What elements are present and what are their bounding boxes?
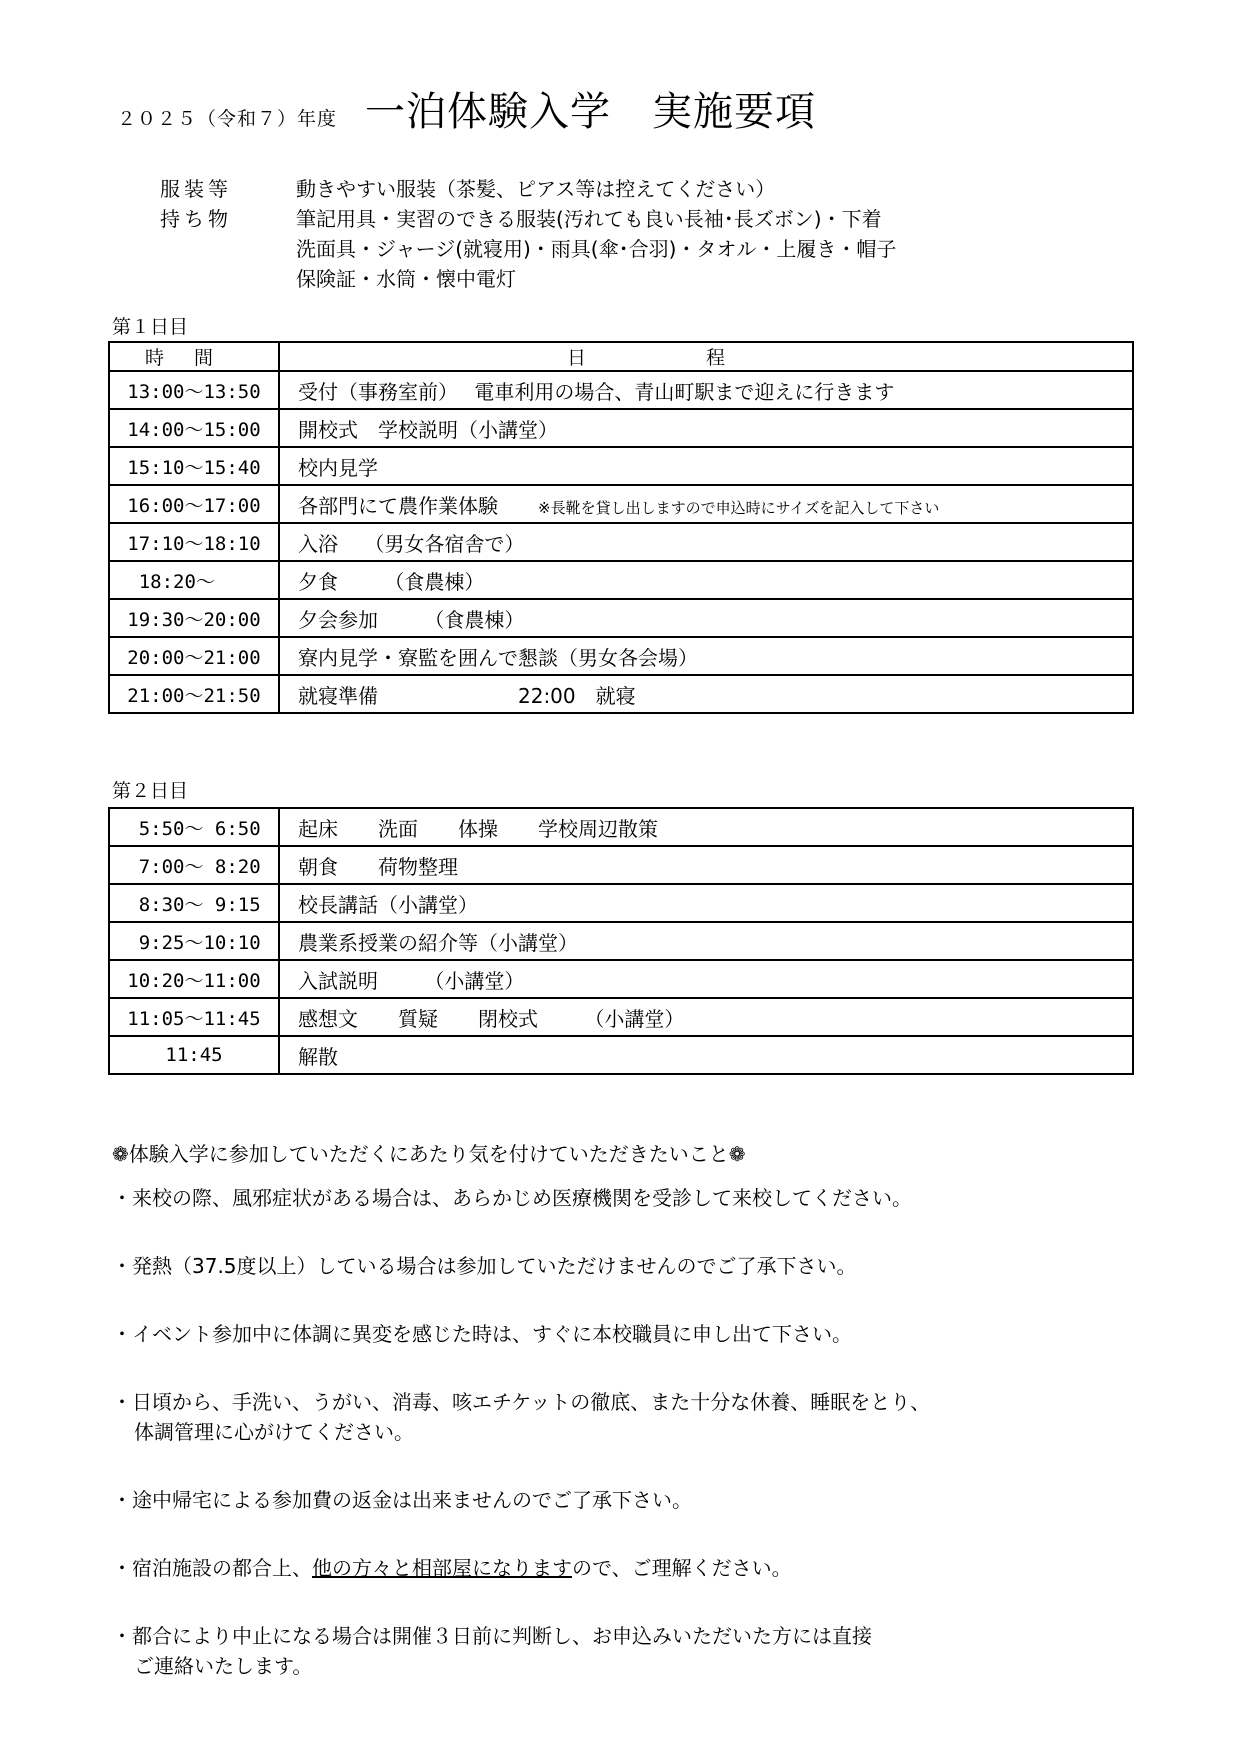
row-desc: 解散 — [279, 1036, 1133, 1074]
note-text: 体調管理に心がけてください。 — [134, 1420, 414, 1444]
day1-schedule-table — [108, 341, 1134, 714]
row-time: 18:20～ — [109, 561, 279, 599]
clothing-row — [160, 174, 896, 204]
boots-note: ※長靴を貸し出しますので申込時にサイズを記入して下さい — [538, 498, 940, 517]
row-time: 11:45 — [109, 1036, 279, 1074]
row-time: 5:50～ 6:50 — [109, 808, 279, 846]
note-item — [112, 1621, 1122, 1681]
row-time: 8:30～ 9:15 — [109, 884, 279, 922]
row-time: 14:00～15:00 — [109, 409, 279, 447]
row-desc: 感想文 質疑 閉校式 （小講堂） — [279, 998, 1133, 1036]
row-time: 11:05～11:45 — [109, 998, 279, 1036]
table-row — [109, 409, 1133, 447]
table-header-row — [109, 342, 1133, 371]
table-row — [109, 884, 1133, 922]
row-desc: 就寝準備 22:00 就寝 — [279, 675, 1133, 713]
note-text: ・日頃から、手洗い、うがい、消毒、咳エチケットの徹底、また十分な休養、睡眠をとり、 — [112, 1390, 931, 1414]
row-time: 7:00～ 8:20 — [109, 846, 279, 884]
row-desc: 校内見学 — [279, 447, 1133, 485]
row-time: 15:10～15:40 — [109, 447, 279, 485]
table-row — [109, 960, 1133, 998]
header-time: 時間 — [109, 342, 279, 371]
note-item — [112, 1183, 1122, 1213]
note-text: ・都合により中止になる場合は開催３日前に判断し、お申込みいただいた方には直接 — [112, 1624, 872, 1648]
table-row — [109, 637, 1133, 675]
table-row — [109, 808, 1133, 846]
clothing-label: 服装等 — [160, 177, 232, 201]
note-text: ・来校の際、風邪症状がある場合は、あらかじめ医療機関を受診して来校してください。 — [112, 1186, 912, 1210]
title-main: 一泊体験入学 実施要項 — [365, 89, 817, 135]
note-item — [112, 1251, 1122, 1281]
row-time: 17:10～18:10 — [109, 523, 279, 561]
row-time: 19:30～20:00 — [109, 599, 279, 637]
note-text: ・途中帰宅による参加費の返金は出来ませんのでご了承下さい。 — [112, 1488, 692, 1512]
row-time: 10:20～11:00 — [109, 960, 279, 998]
notes-section — [112, 1138, 1122, 1719]
items-line: 筆記用具・実習のできる服装(汚れても良い長袖･長ズボン)・下着 — [296, 207, 882, 231]
header-schedule: 日程 — [279, 342, 1133, 371]
note-item — [112, 1553, 1122, 1583]
note-text: ・イベント参加中に体調に異変を感じた時は、すぐに本校職員に申し出て下さい。 — [112, 1322, 852, 1346]
note-text-underlined: 他の方々と相部屋になります — [312, 1556, 572, 1580]
row-time: 13:00～13:50 — [109, 371, 279, 409]
note-text-pre: ・宿泊施設の都合上、 — [112, 1556, 312, 1580]
note-text: ご連絡いたします。 — [134, 1654, 313, 1678]
row-desc: 起床 洗面 体操 学校周辺散策 — [279, 808, 1133, 846]
row-desc: 開校式 学校説明（小講堂） — [279, 409, 1133, 447]
table-row — [109, 561, 1133, 599]
row-desc: 寮内見学・寮監を囲んで懇談（男女各会場） — [279, 637, 1133, 675]
day2-label: 第２日目 — [112, 780, 189, 802]
document-title — [117, 80, 816, 137]
table-row — [109, 523, 1133, 561]
info-section — [160, 174, 896, 294]
row-desc: 入試説明 （小講堂） — [279, 960, 1133, 998]
row-desc: 夕食 （食農棟） — [279, 561, 1133, 599]
row-desc: 農業系授業の紹介等（小講堂） — [279, 922, 1133, 960]
note-item — [112, 1319, 1122, 1349]
row-desc — [279, 485, 1133, 523]
row-desc: 朝食 荷物整理 — [279, 846, 1133, 884]
table-row — [109, 675, 1133, 713]
row-desc-main: 各部門にて農作業体験 — [298, 493, 538, 518]
row-time: 21:00～21:50 — [109, 675, 279, 713]
notes-heading: ❁体験入学に参加していただくにあたり気を付けていただきたいこと❁ — [112, 1142, 746, 1166]
clothing-text: 動きやすい服装（茶髪、ピアス等は控えてください） — [296, 177, 776, 201]
row-desc: 受付（事務室前） 電車利用の場合、青山町駅まで迎えに行きます — [279, 371, 1133, 409]
items-row — [160, 204, 896, 294]
items-line: 保険証・水筒・懐中電灯 — [296, 267, 516, 291]
table-row — [109, 846, 1133, 884]
table-row — [109, 447, 1133, 485]
note-text-post: ので、ご理解ください。 — [572, 1556, 792, 1580]
row-desc: 入浴 （男女各宿舎で） — [279, 523, 1133, 561]
row-desc: 夕会参加 （食農棟） — [279, 599, 1133, 637]
row-time: 16:00～17:00 — [109, 485, 279, 523]
title-year: ２０２５（令和７）年度 — [117, 108, 338, 130]
table-row — [109, 371, 1133, 409]
table-row — [109, 1036, 1133, 1074]
row-time: 20:00～21:00 — [109, 637, 279, 675]
row-desc: 校長講話（小講堂） — [279, 884, 1133, 922]
note-text: ・発熱（37.5度以上）している場合は参加していただけませんのでご了承下さい。 — [112, 1254, 857, 1278]
note-item — [112, 1387, 1122, 1447]
row-time: 9:25～10:10 — [109, 922, 279, 960]
table-row — [109, 485, 1133, 523]
table-row — [109, 599, 1133, 637]
table-row — [109, 922, 1133, 960]
note-text — [112, 1553, 1122, 1583]
note-item — [112, 1485, 1122, 1515]
items-line: 洗面具・ジャージ(就寝用)・雨具(傘･合羽)・タオル・上履き・帽子 — [296, 237, 897, 261]
day2-schedule-table — [108, 807, 1134, 1075]
table-row — [109, 998, 1133, 1036]
items-label: 持ち物 — [160, 207, 232, 231]
day1-label: 第１日目 — [112, 316, 189, 338]
